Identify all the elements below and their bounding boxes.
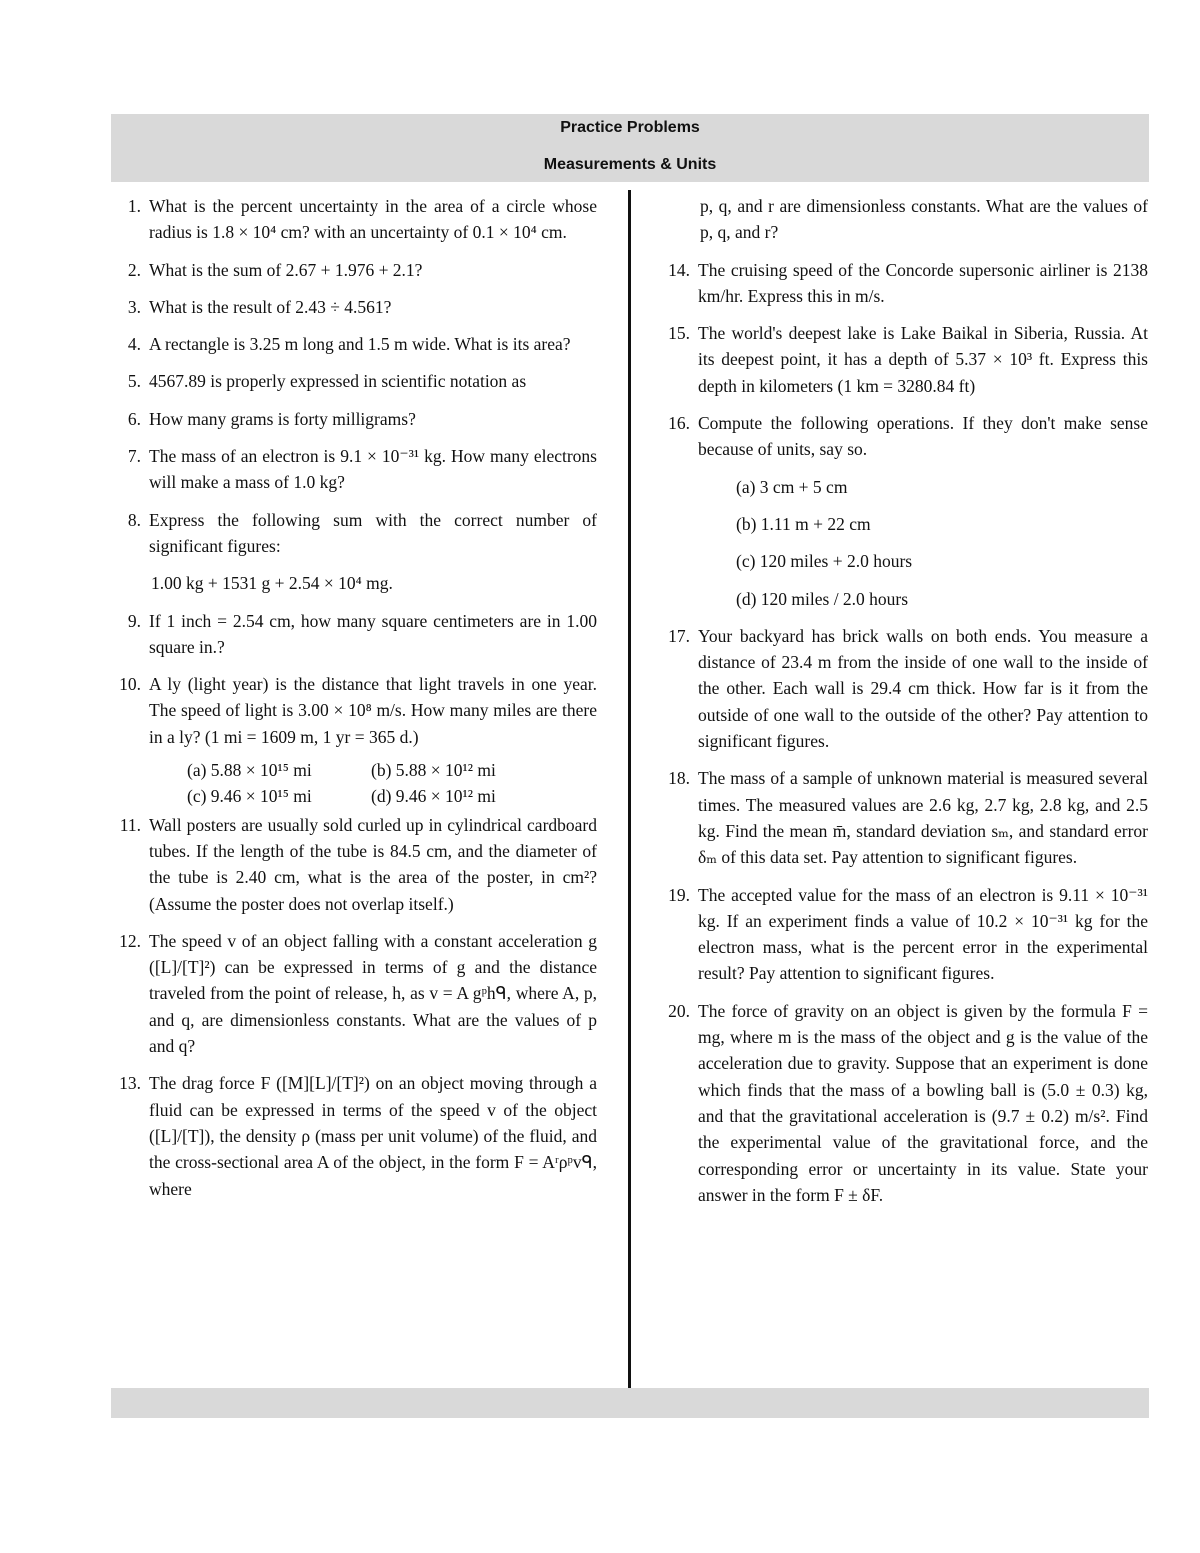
question-number: 13. — [119, 1073, 141, 1094]
question-text: The force of gravity on an object is given by the formula F = mg, where m is the mass of the object and g is the value of the acceleration due to gravity. Suppose that an experiment is done which finds that the mass of a bowling ball is (5.0 ± 0.3) kg, and that the gravitational acceleration is (9.7 ± 0.2) m/s². Find the experimental value of the gravitational force, and the corresponding error or uncertainty in its value. State your answer in the form F ± δF. — [698, 1000, 1148, 1205]
question-20 — [660, 998, 1148, 1208]
question-12 — [111, 928, 597, 1059]
question-number: 1. — [127, 196, 141, 216]
question-number: 5. — [127, 371, 141, 392]
question-1 — [111, 193, 597, 246]
right-column — [660, 193, 1148, 1219]
question-number: 8. — [127, 509, 141, 530]
header-band — [111, 114, 1149, 182]
question-number: 17. — [668, 625, 690, 646]
question-text: Compute the following operations. If they don't make sense because of units, say so. — [698, 413, 1148, 460]
option-a: (a) 5.88 × 10¹⁵ mi — [187, 760, 312, 781]
question-9 — [111, 608, 597, 661]
question-19 — [660, 882, 1148, 987]
question-number: 9. — [127, 610, 141, 631]
question-14 — [660, 257, 1148, 310]
question-16-part-c: (c) 120 miles + 2.0 hours — [736, 551, 913, 572]
question-text: Your backyard has brick walls on both ends. You measure a distance of 23.4 m from the inside of one wall to the inside of the other. Each wall is 29.4 cm thick. How far is it from the outside of one wall to the outside of the other? Pay attention to significant figures. — [698, 625, 1148, 752]
question-13 — [111, 1070, 597, 1201]
question-18 — [660, 765, 1148, 870]
question-16 — [660, 410, 1148, 463]
option-c: (c) 9.46 × 10¹⁵ mi — [187, 786, 312, 807]
left-column — [111, 193, 597, 1213]
question-text: The accepted value for the mass of an electron is 9.11 × 10⁻³¹ kg. If an experiment finds a value of 10.2 × 10⁻³¹ kg for the electron mass, what is the percent error in the experimental result? Pay attention to significant figures. — [698, 884, 1148, 984]
question-text: The mass of an electron is 9.1 × 10⁻³¹ kg. How many electrons will make a mass of 1.0 kg? — [149, 446, 597, 493]
question-16-part-b: (b) 1.11 m + 22 cm — [736, 513, 871, 534]
question-8 — [111, 507, 597, 560]
question-number: 12. — [119, 930, 141, 951]
question-number: 3. — [127, 296, 141, 317]
page-subtitle: Measurements & Units — [543, 156, 717, 173]
question-text: The drag force F ([M][L]/[T]²) on an object moving through a fluid can be expressed in terms of the speed v of the object ([L]/[T]), the density ρ (mass per unit volume) of the fluid, and the cross-sectional area A of the object, in the form F = Aʳρᵖvᑫ, where — [149, 1073, 597, 1199]
question-number: 14. — [668, 259, 690, 280]
question-number: 20. — [668, 1000, 690, 1021]
footer-band — [111, 1388, 1149, 1418]
question-text: What is the sum of 2.67 + 1.976 + 2.1? — [149, 259, 423, 280]
question-number: 4. — [127, 334, 141, 355]
question-text: Express the following sum with the correct number of significant figures: — [149, 509, 597, 556]
question-number: 6. — [127, 408, 141, 429]
question-number: 2. — [127, 259, 141, 280]
question-6 — [111, 406, 597, 432]
question-text: The speed v of an object falling with a constant acceleration g ([L]/[T]²) can be expressed in terms of g and the distance traveled from the point of release, h, as v = A gᵖhᑫ, where A, p, and q, are dimensionless constants. What are the values of p and q? — [149, 930, 597, 1057]
question-7 — [111, 443, 597, 496]
question-text: The mass of a sample of unknown material is measured several times. The measured values are 2.6 kg, 2.7 kg, 2.8 kg, and 2.5 kg. Find the mean m̄, standard deviation sₘ, and standard error δₘ of this data set. Pay attention to significant figures. — [698, 768, 1148, 868]
question-11 — [111, 812, 597, 917]
question-number: 16. — [668, 413, 690, 434]
question-text: 4567.89 is properly expressed in scientific notation as — [149, 371, 527, 392]
question-number: 7. — [127, 446, 141, 467]
question-text: The cruising speed of the Concorde supersonic airliner is 2138 km/hr. Express this in m/s. — [698, 259, 1148, 306]
question-text: A rectangle is 3.25 m long and 1.5 m wide. What is its area? — [149, 334, 571, 355]
question-13-continued: p, q, and r are dimensionless constants. What are the values of p, q, and r? — [700, 196, 1148, 243]
question-text: How many grams is forty milligrams? — [149, 408, 416, 429]
question-number: 18. — [668, 768, 690, 789]
question-number: 19. — [668, 884, 690, 905]
page-title: Practice Problems — [560, 119, 700, 136]
question-15 — [660, 320, 1148, 399]
question-number: 11. — [119, 814, 141, 835]
question-17 — [660, 623, 1148, 754]
question-text: Wall posters are usually sold curled up in cylindrical cardboard tubes. If the length of the tube is 84.5 cm, and the diameter of the tube is 2.40 cm, what is the area of the poster, in cm²? (Assume the poster does not overlap itself.) — [149, 814, 597, 914]
question-text: The world's deepest lake is Lake Baikal in Siberia, Russia. At its deepest point, it has a depth of 5.37 × 10³ ft. Express this depth in kilometers (1 km = 3280.84 ft) — [698, 323, 1148, 396]
question-4 — [111, 331, 597, 357]
question-text: If 1 inch = 2.54 cm, how many square centimeters are in 1.00 square in.? — [149, 610, 597, 657]
question-number: 10. — [119, 674, 141, 695]
question-3 — [111, 294, 597, 320]
question-number: 15. — [668, 323, 690, 344]
question-text: What is the result of 2.43 ÷ 4.561? — [149, 296, 392, 317]
question-10 — [111, 671, 597, 750]
option-b: (b) 5.88 × 10¹² mi — [371, 760, 496, 781]
question-5 — [111, 368, 597, 394]
option-d: (d) 9.46 × 10¹² mi — [371, 786, 496, 807]
question-text: A ly (light year) is the distance that light travels in one year. The speed of light is 3.00 × 10⁸ m/s. How many miles are there in a ly? (1 mi = 1609 m, 1 yr = 365 d.) — [149, 674, 597, 747]
question-10-options — [111, 757, 597, 810]
question-8-expression: 1.00 kg + 1531 g + 2.54 × 10⁴ mg. — [151, 573, 393, 594]
question-2 — [111, 257, 597, 283]
question-text: What is the percent uncertainty in the area of a circle whose radius is 1.8 × 10⁴ cm? with an uncertainty of 0.1 × 10⁴ cm. — [149, 196, 597, 243]
column-divider — [628, 190, 631, 1388]
question-16-part-d: (d) 120 miles / 2.0 hours — [736, 588, 909, 609]
question-16-part-a: (a) 3 cm + 5 cm — [736, 476, 848, 497]
